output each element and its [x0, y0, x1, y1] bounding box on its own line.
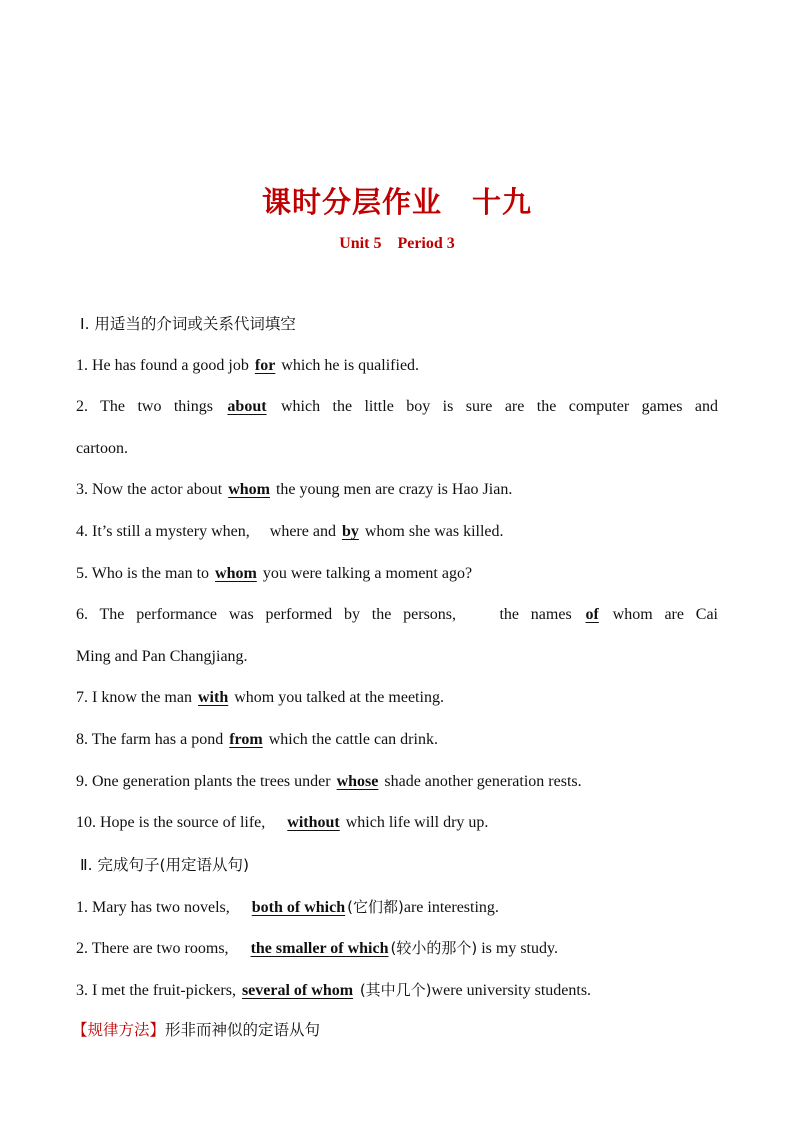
exercise-item-3: 3. Now the actor about whom the young men are crazy is Hao Jian. — [76, 481, 513, 498]
exercise-item-10: 10. Hope is the source of life, without which life will dry up. — [76, 814, 489, 831]
exercise-item-1: 1. He has found a good job for which he is qualified. — [76, 357, 420, 374]
exercise-item-6: 6. The performance was performed by the persons, the names of whom are Cai — [76, 606, 719, 623]
exercise-item-2-continued: cartoon. — [76, 440, 128, 457]
answer-8: from — [229, 731, 263, 748]
exercise-item-7: 7. I know the man with whom you talked at the meeting. — [76, 689, 444, 706]
exercise-item-5: 5. Who is the man to whom you were talking a moment ago? — [76, 565, 473, 582]
sentence-answer-2: the smaller of which — [250, 940, 389, 957]
answer-9: whose — [336, 773, 379, 790]
answer-7: with — [197, 689, 229, 706]
section1-heading: Ⅰ. 用适当的介词或关系代词填空 — [80, 315, 296, 333]
method-tip — [72, 1018, 714, 1042]
exercise-item-9: 9. One generation plants the trees under whose shade another generation rests. — [76, 773, 582, 790]
section2-heading: Ⅱ. 完成句子(用定语从句) — [80, 856, 250, 874]
exercise-item-4: 4. It’s still a mystery when, where and by whom she was killed. — [76, 523, 504, 540]
method-tip-text: 形非而神似的定语从句 — [165, 1021, 321, 1039]
answer-2: about — [227, 398, 267, 415]
sentence-item-1: 1. Mary has two novels, both of which (它们都)are interesting. — [76, 898, 499, 916]
answer-10: without — [287, 814, 340, 831]
sentence-answer-3: several of whom — [241, 982, 354, 999]
sentence-answer-1: both of which — [251, 899, 346, 916]
exercise-item-6-continued: Ming and Pan Changjiang. — [76, 648, 248, 665]
answer-6: of — [585, 606, 599, 623]
page-subtitle: Unit 5 Period 3 — [339, 235, 455, 252]
sentence-item-2: 2. There are two rooms, the smaller of which (较小的那个) is my study. — [76, 939, 558, 957]
answer-5: whom — [215, 565, 257, 582]
sentence-item-3: 3. I met the fruit-pickers, several of whom (其中几个)were university students. — [76, 981, 592, 999]
exercise-item-2: 2. The two things about which the little boy is sure are the computer games and — [76, 398, 719, 415]
answer-1: for — [254, 357, 276, 374]
method-tip-tag: 【规律方法】 — [72, 1021, 166, 1039]
page-title: 课时分层作业 十九 — [261, 185, 532, 219]
exercise-item-8: 8. The farm has a pond from which the cattle can drink. — [76, 731, 438, 748]
answer-4: by — [341, 523, 359, 540]
answer-3: whom — [228, 481, 270, 498]
